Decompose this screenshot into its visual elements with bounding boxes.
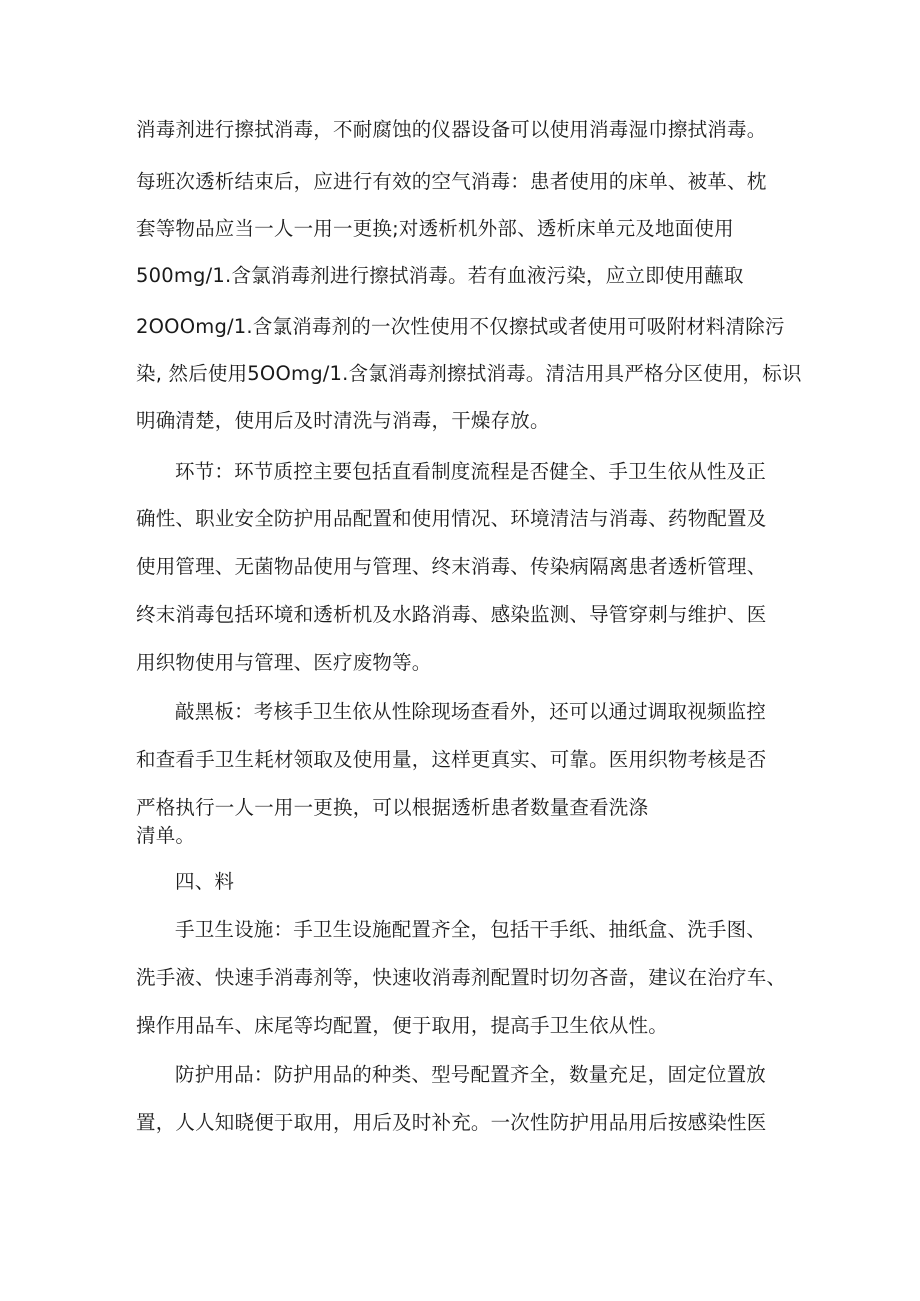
paragraph-first-line: 环节：环节质控主要包括直看制度流程是否健全、手卫生依从性及正 — [175, 460, 767, 483]
paragraph-first-line: 手卫生设施：手卫生设施配置齐全，包括干手纸、抽纸盒、洗手图、 — [175, 918, 767, 941]
text-line: 清单。 — [136, 824, 196, 847]
paragraph-first-line: 敲黑板：考核手卫生依从性除现场查看外，还可以通过调取视频监控 — [175, 700, 767, 723]
paragraph-first-line: 防护用品：防护用品的种类、型号配置齐全，数量充足，固定位置放 — [175, 1063, 767, 1086]
text-line: 置，人人知晓便于取用，用后及时补充。一次性防护用品用后按感染性医 — [136, 1111, 767, 1134]
text-line: 和查看手卫生耗材领取及使用量，这样更真实、可靠。医用织物考核是否 — [136, 748, 767, 771]
text-line: 套等物品应当一人一用一更换;对透析机外部、透析床单元及地面使用 — [136, 217, 734, 240]
text-line: 2OOOmg/1.含氯消毒剂的一次性使用不仅擦拭或者使用可吸附材料清除污 — [136, 315, 785, 338]
text-line: 用织物使用与管理、医疗废物等。 — [136, 651, 432, 674]
text-line: 500mg/1.含氯消毒剂进行擦拭消毒。若有血液污染，应立即使用蘸取 — [136, 264, 744, 287]
text-line: 确性、职业安全防护用品配置和使用情况、环境清洁与消毒、药物配置及 — [136, 507, 767, 530]
text-line: 终末消毒包括环境和透析机及水路消毒、感染监测、导管穿刺与维护、医 — [136, 603, 767, 626]
section-heading: 四、料 — [175, 870, 235, 893]
text-line: 消毒剂进行擦拭消毒，不耐腐蚀的仪器设备可以使用消毒湿巾擦拭消毒。 — [136, 118, 767, 141]
text-line: 操作用品车、床尾等均配置，便于取用，提高手卫生依从性。 — [136, 1014, 668, 1037]
text-line: 洗手液、快速手消毒剂等，快速收消毒剂配置时切勿吝啬，建议在治疗车、 — [136, 966, 787, 989]
text-line: 严格执行一人一用一更换，可以根据透析患者数量查看洗涤 — [136, 796, 649, 819]
text-line: 染, 然后使用5OOmg/1.含氯消毒剂擦拭消毒。清洁用具严格分区使用，标识 — [136, 362, 802, 385]
text-line: 每班次透析结束后，应进行有效的空气消毒：患者使用的床单、被革、枕 — [136, 170, 767, 193]
text-line: 使用管理、无菌物品使用与管理、终末消毒、传染病隔离患者透析管理、 — [136, 555, 767, 578]
text-line: 明确清楚，使用后及时清洗与消毒，干燥存放。 — [136, 409, 550, 432]
